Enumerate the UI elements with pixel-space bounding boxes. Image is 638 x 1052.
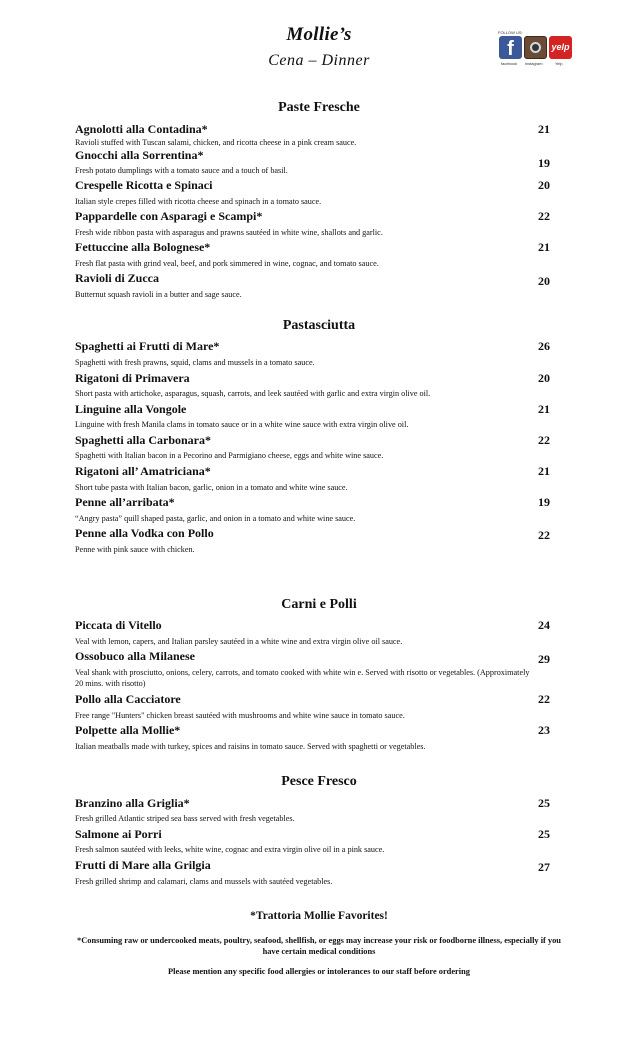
menu-item-desc: Free range "Hunters" chicken breast sautéed with mushrooms and white wine sauce in tomato sauce. [75,711,405,720]
social-links [498,30,574,70]
menu-item-name: Pappardelle con Asparagi e Scampi* [75,209,263,223]
section-title-pesce-fresco: Pesce Fresco [281,774,357,789]
menu-item-name: Fettuccine alla Bolognese* [75,240,211,254]
menu-item-price: 29 [538,652,550,666]
menu-item-desc: Fresh grilled shrimp and calamari, clams and mussels with sautéed vegetables. [75,877,333,886]
menu-item-name: Salmone ai Porri [75,827,162,841]
restaurant-name: Mollie’s [286,24,352,45]
menu-item-desc: Butternut squash ravioli in a butter and sage sauce. [75,290,242,299]
section-title-carni-e-polli: Carni e Polli [281,597,357,612]
menu-item-name: Frutti di Mare alla Grilgia [75,858,211,872]
consumption-disclaimer: *Consuming raw or undercooked meats, poultry, seafood, shellfish, or eggs may increase your risk or foodborne illness, especially if you have certain medical conditions [77,936,561,956]
menu-item-name: Spaghetti ai Frutti di Mare* [75,339,220,353]
menu-item-desc: Veal with lemon, capers, and Italian parsley sautéed in a white wine and extra virgin olive oil sauce. [75,637,403,646]
menu-item-name: Pollo alla Cacciatore [75,692,181,706]
section-title-pastasciutta: Pastasciutta [282,318,356,333]
menu-item-name: Agnolotti alla Contadina* [75,122,208,136]
menu-item-price: 22 [538,528,550,542]
menu-item-name: Penne all’arribata* [75,495,175,509]
menu-item-desc: Spaghetti with fresh prawns, squid, clams and mussels in a tomato sauce. [75,358,315,367]
menu-item-desc: Penne with pink sauce with chicken. [75,545,195,554]
menu-item-price: 27 [538,860,550,874]
menu-item-name: Crespelle Ricotta e Spinaci [75,178,213,192]
menu-item-name: Gnocchi alla Sorrentina* [75,148,204,162]
yelp-icon[interactable]: yelp [549,36,572,59]
menu-item-desc: Short pasta with artichoke, asparagus, squash, carrots, and leek sautéed with garlic and extra virgin olive oil. [75,389,431,398]
menu-item-price: 21 [538,402,550,416]
menu-item-price: 21 [538,464,550,478]
facebook-label: facebook [501,61,518,66]
menu-item-desc: Italian style crepes filled with ricotta cheese and spinach in a tomato sauce. [75,197,322,206]
menu-item-name: Branzino alla Griglia* [75,796,190,810]
instagram-label: instagram [525,61,543,66]
instagram-icon[interactable] [524,36,547,59]
menu-item-price: 21 [538,122,550,136]
menu-item-price: 25 [538,827,550,841]
menu-item-name: Ossobuco alla Milanese [75,649,196,663]
menu-item-desc: Fresh wide ribbon pasta with asparagus and prawns sautéed in white wine, shallots and garlic. [75,228,383,237]
menu-item-price: 19 [538,156,550,170]
menu-item-price: 20 [538,178,550,192]
menu-subtitle: Cena – Dinner [268,52,370,69]
menu-item-price: 19 [538,495,550,509]
menu-item-price: 26 [538,339,550,353]
menu-item-name: Spaghetti alla Carbonara* [75,433,212,447]
menu-item-name: Rigatoni di Primavera [75,371,190,385]
menu-item-price: 23 [538,723,550,737]
menu-item-desc: Fresh potato dumplings with a tomato sauce and a touch of basil. [75,166,288,175]
menu-item-price: 22 [538,433,550,447]
menu-item-price: 24 [538,618,550,632]
menu-item-name: Polpette alla Mollie* [75,723,181,737]
allergy-note: Please mention any specific food allergies or intolerances to our staff before ordering [168,967,470,976]
menu-item-name: Piccata di Vitello [75,618,162,632]
favorites-note: *Trattoria Mollie Favorites! [250,910,388,922]
menu-item-price: 21 [538,240,550,254]
menu-item-price: 22 [538,209,550,223]
menu-item-desc: Short tube pasta with Italian bacon, garlic, onion in a tomato and white wine sauce. [75,483,348,492]
menu-item-name: Rigatoni all’ Amatriciana* [75,464,211,478]
menu-item-name: Penne alla Vodka con Pollo [75,526,214,540]
menu-item-price: 22 [538,692,550,706]
menu-item-desc: Fresh salmon sautéed with leeks, white wine, cognac and extra virgin olive oil in a pink sauce. [75,845,385,854]
menu-item-desc: Italian meatballs made with turkey, spices and raisins in tomato sauce. Served with spaghetti or vegetables. [75,742,426,751]
menu-item-desc: “Angry pasta” quill shaped pasta, garlic, and onion in a tomato and white wine sauce. [75,514,356,523]
menu-item-price: 25 [538,796,550,810]
menu-item-desc: Fresh grilled Atlantic striped sea bass served with fresh vegetables. [75,814,295,823]
menu-item-name: Linguine alla Vongole [75,402,187,416]
facebook-icon[interactable]: f [499,36,522,59]
menu-item-price: 20 [538,274,550,288]
menu-item-desc: Spaghetti with Italian bacon in a Pecorino and Parmigiano cheese, eggs and white wine sauce. [75,451,384,460]
yelp-label: Yelp [555,61,563,66]
menu-item-desc: Fresh flat pasta with grind veal, beef, and pork simmered in wine, cognac, and tomato sauce. [75,259,379,268]
menu-item-price: 20 [538,371,550,385]
menu-item-desc: Ravioli stuffed with Tuscan salami, chicken, and ricotta cheese in a pink cream sauce. [75,138,357,147]
menu-item-name: Ravioli di Zucca [75,271,160,285]
social-caption: FOLLOW US: [498,30,523,35]
menu-item-desc: Linguine with fresh Manila clams in tomato sauce or in a white wine sauce with extra virgin olive oil. [75,420,409,429]
section-title-paste-fresche: Paste Fresche [278,100,360,115]
menu-item-desc: Veal shank with prosciutto, onions, celery, carrots, and tomato cooked with white win e. Served with risotto or vegetables. (Approximately 20 mins. with risotto) [75,668,530,688]
